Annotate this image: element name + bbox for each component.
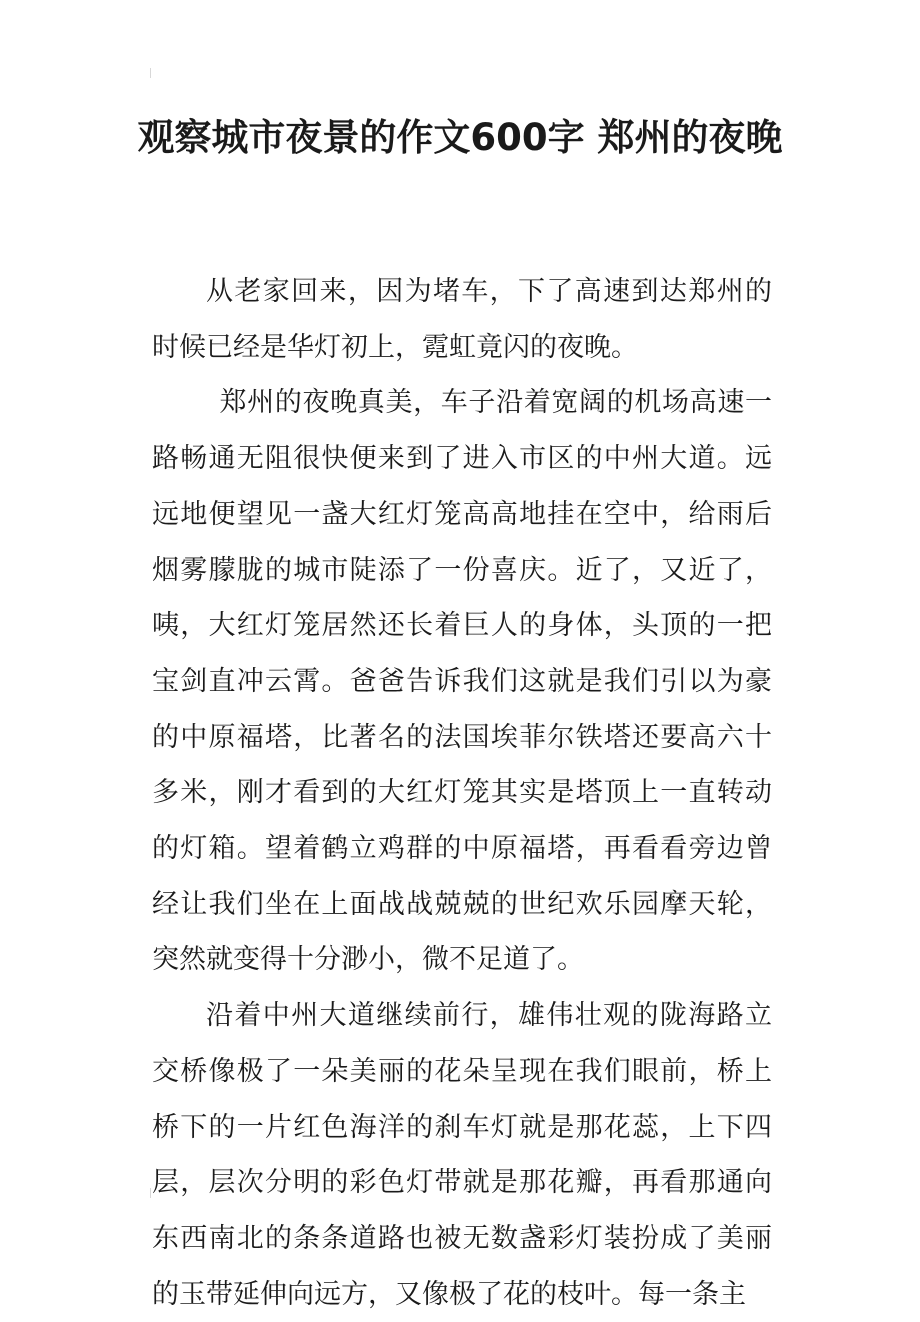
paragraph-2: 郑州的夜晚真美，车子沿着宽阔的机场高速一路畅通无阻很快便来到了进入市区的中州大道。远远地便望见一盏大红灯笼高高地挂在空中，给雨后烟雾朦胧的城市陡添了一份喜庆。近了，又近了，咦，大红灯笼居然还长着巨人的身体，头顶的一把宝剑直冲云霄。爸爸告诉我们这就是我们引以为豪的中原福塔，比著名的法国埃菲尔铁塔还要高六十多米，刚才看到的大红灯笼其实是塔顶上一直转动的灯箱。望着鹤立鸡群的中原福塔，再看看旁边曾经让我们坐在上面战战兢兢的世纪欢乐园摩天轮，突然就变得十分渺小，微不足道了。: [152, 387, 772, 976]
paragraph-3: 沿着中州大道继续前行，雄伟壮观的陇海路立交桥像极了一朵美丽的花朵呈现在我们眼前，桥上桥下的一片红色海洋的刹车灯就是那花蕊，上下四层，层次分明的彩色灯带就是那花瓣，再看那通向东西南北的条条道路也被无数盏彩灯装扮成了美丽的玉带延伸向远方，又像极了花的枝叶。每一条主: [152, 1000, 772, 1310]
page-corner-mark-top: [150, 68, 157, 78]
paragraph-1: 从老家回来，因为堵车，下了高速到达郑州的时候已经是华灯初上，霓虹竟闪的夜晚。: [152, 276, 772, 363]
page-corner-mark-bottom: [150, 1188, 157, 1198]
document-body: [152, 264, 772, 1322]
document-title: 观察城市夜景的作文600字 郑州的夜晚: [137, 116, 783, 159]
